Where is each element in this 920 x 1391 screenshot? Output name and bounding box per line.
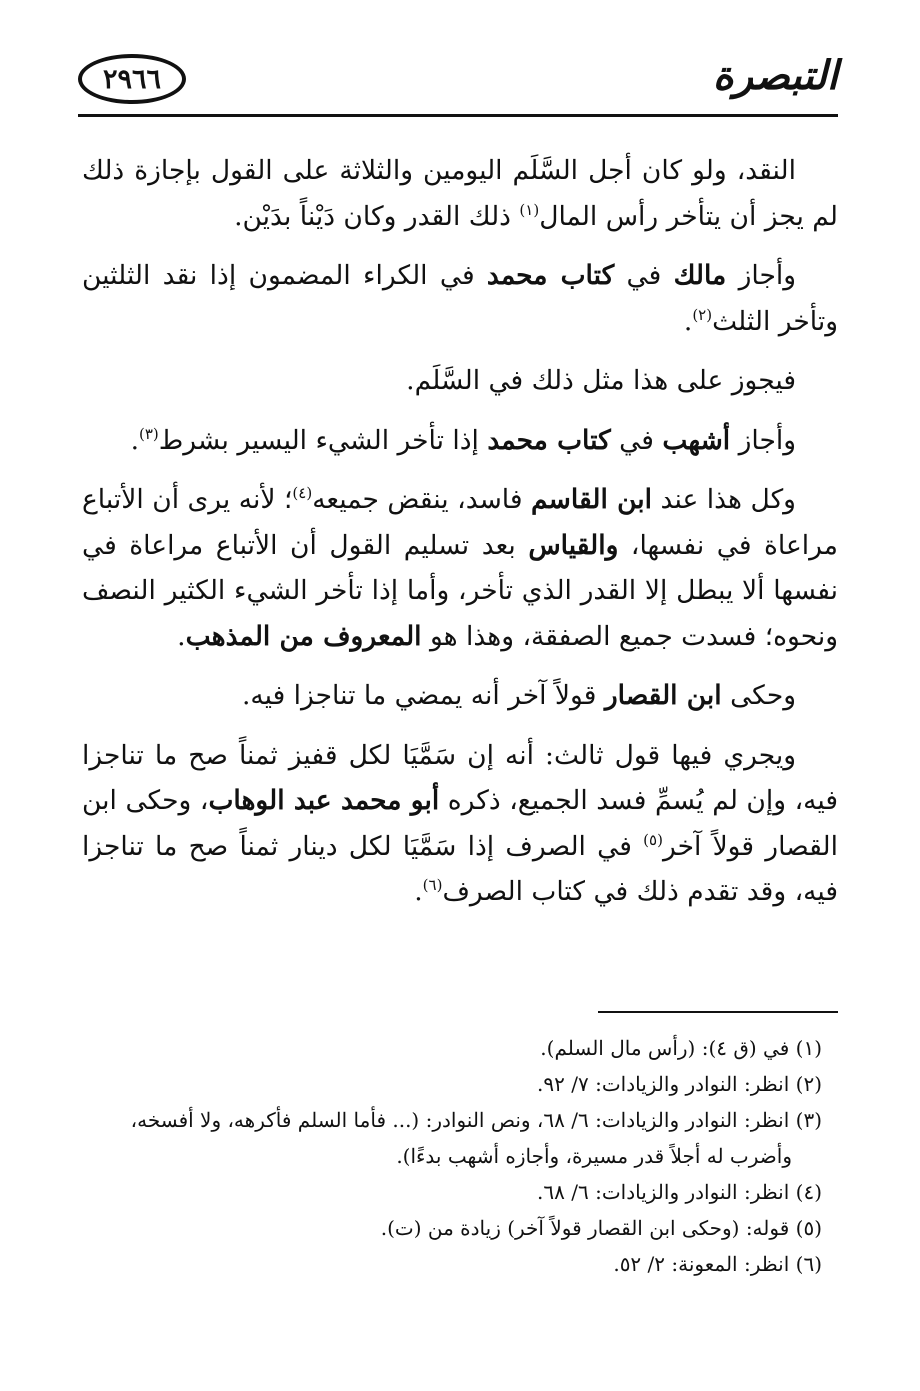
- paragraph: [82, 418, 838, 464]
- bold-term: المعروف من المذهب: [185, 620, 422, 652]
- footnote: (٦) انظر: المعونة: ٢/ ٥٢.: [613, 1252, 822, 1276]
- page-number: ٢٩٦٦: [78, 54, 186, 104]
- paragraph: [82, 733, 838, 915]
- text-run: فاسد، ينقض جميعه: [312, 484, 532, 515]
- text-run: قولاً آخر أنه يمضي ما تناجزا فيه.: [241, 680, 605, 711]
- text-run: إذا تأخر الشيء اليسير بشرط: [158, 424, 488, 456]
- running-title: التبصرة: [712, 52, 838, 99]
- text-run: في الصرف إذا سَمَّيَا لكل دينار ثمناً صح ما تناجزا فيه، وقد تقدم ذلك في كتاب الصرف: [82, 830, 838, 907]
- text-run: ذلك القدر وكان دَيْناً بدَيْن.: [234, 200, 520, 232]
- paragraph: [82, 148, 838, 239]
- text-run: في الكراء المضمون إذا نقد الثلثين وتأخر الثلث: [82, 260, 838, 337]
- text-run: في: [610, 424, 663, 456]
- text-run: ؛ لأنه يرى أن الأتباع مراعاة في نفسها،: [82, 484, 838, 561]
- text-run: .: [683, 305, 693, 337]
- header-rule: [78, 114, 838, 117]
- bold-term: أشهب: [662, 424, 731, 456]
- footnote-reference: (٥): [643, 830, 663, 849]
- footnote-reference: (٣): [139, 424, 159, 443]
- footnote: (١) في (ق ٤): (رأس مال السلم).: [540, 1036, 822, 1060]
- footnote-separator: [598, 1011, 838, 1013]
- text-run: بعد تسليم القول أن الأتباع مراعاة في نفسها ألا يبطل إلا القدر الذي تأخر، وأما إذا تأخر الشيء الكثير النصف ونحوه؛ فسدت جميع الصفقة، وهذا هو: [82, 529, 838, 652]
- paragraph: [82, 477, 838, 659]
- text-run: ويجري فيها قول ثالث: أنه إن سَمَّيَا لكل قفيز ثمناً صح ما تناجزا فيه، وإن لم يُسمِّ فسد الجميع، ذكره: [82, 739, 839, 816]
- text-run: النقد، ولو كان أجل السَّلَم اليومين والثلاثة على القول بإجازة ذلك لم يجز أن يتأخر رأس المال: [82, 155, 838, 232]
- text-run: .: [177, 620, 186, 652]
- footnote-reference: (١): [519, 200, 540, 219]
- paragraph: [82, 358, 838, 404]
- text-run: في: [614, 260, 674, 291]
- footnote: وأضرب له أجلاً قدر مسيرة، وأجازه أشهب بدءًا).: [396, 1144, 792, 1168]
- footnote: (٥) قوله: (وحكى ابن القصار قولاً آخر) زيادة من (ت).: [380, 1216, 822, 1240]
- footnote-reference: (٦): [422, 876, 443, 895]
- text-run: .: [130, 424, 139, 456]
- text-run: وأجاز: [730, 424, 796, 456]
- bold-term: ابن القاسم: [531, 484, 653, 515]
- text-run: ، وحكى ابن القصار قولاً آخر: [82, 785, 838, 862]
- footnote: (٤) انظر: النوادر والزيادات: ٦/ ٦٨.: [537, 1180, 822, 1204]
- footnote: (٣) انظر: النوادر والزيادات: ٦/ ٦٨، ونص النوادر: (... فأما السلم فأكرهه، ولا أفسخه،: [130, 1108, 822, 1132]
- bold-term: كتاب محمد: [487, 424, 611, 456]
- footnote-reference: (٤): [292, 484, 313, 503]
- paragraph: [82, 673, 838, 719]
- bold-term: أبو محمد عبد الوهاب: [208, 785, 440, 816]
- footnotes: [82, 1030, 822, 1282]
- paragraph: [82, 253, 838, 344]
- text-run: وحكى: [721, 680, 796, 711]
- page-header: [78, 44, 838, 122]
- bold-term: مالك: [673, 260, 727, 291]
- bold-term: كتاب محمد: [486, 260, 615, 291]
- bold-term: ابن القصار: [604, 680, 722, 711]
- text-run: وكل هذا عند: [652, 484, 796, 515]
- bold-term: والقياس: [528, 529, 619, 561]
- text-run: فيجوز على هذا مثل ذلك في السَّلَم.: [406, 365, 796, 396]
- text-run: .: [414, 876, 423, 907]
- footnote: (٢) انظر: النوادر والزيادات: ٧/ ٩٢.: [537, 1072, 822, 1096]
- footnote-reference: (٢): [692, 305, 713, 324]
- main-text: [82, 148, 838, 929]
- text-run: وأجاز: [726, 260, 796, 291]
